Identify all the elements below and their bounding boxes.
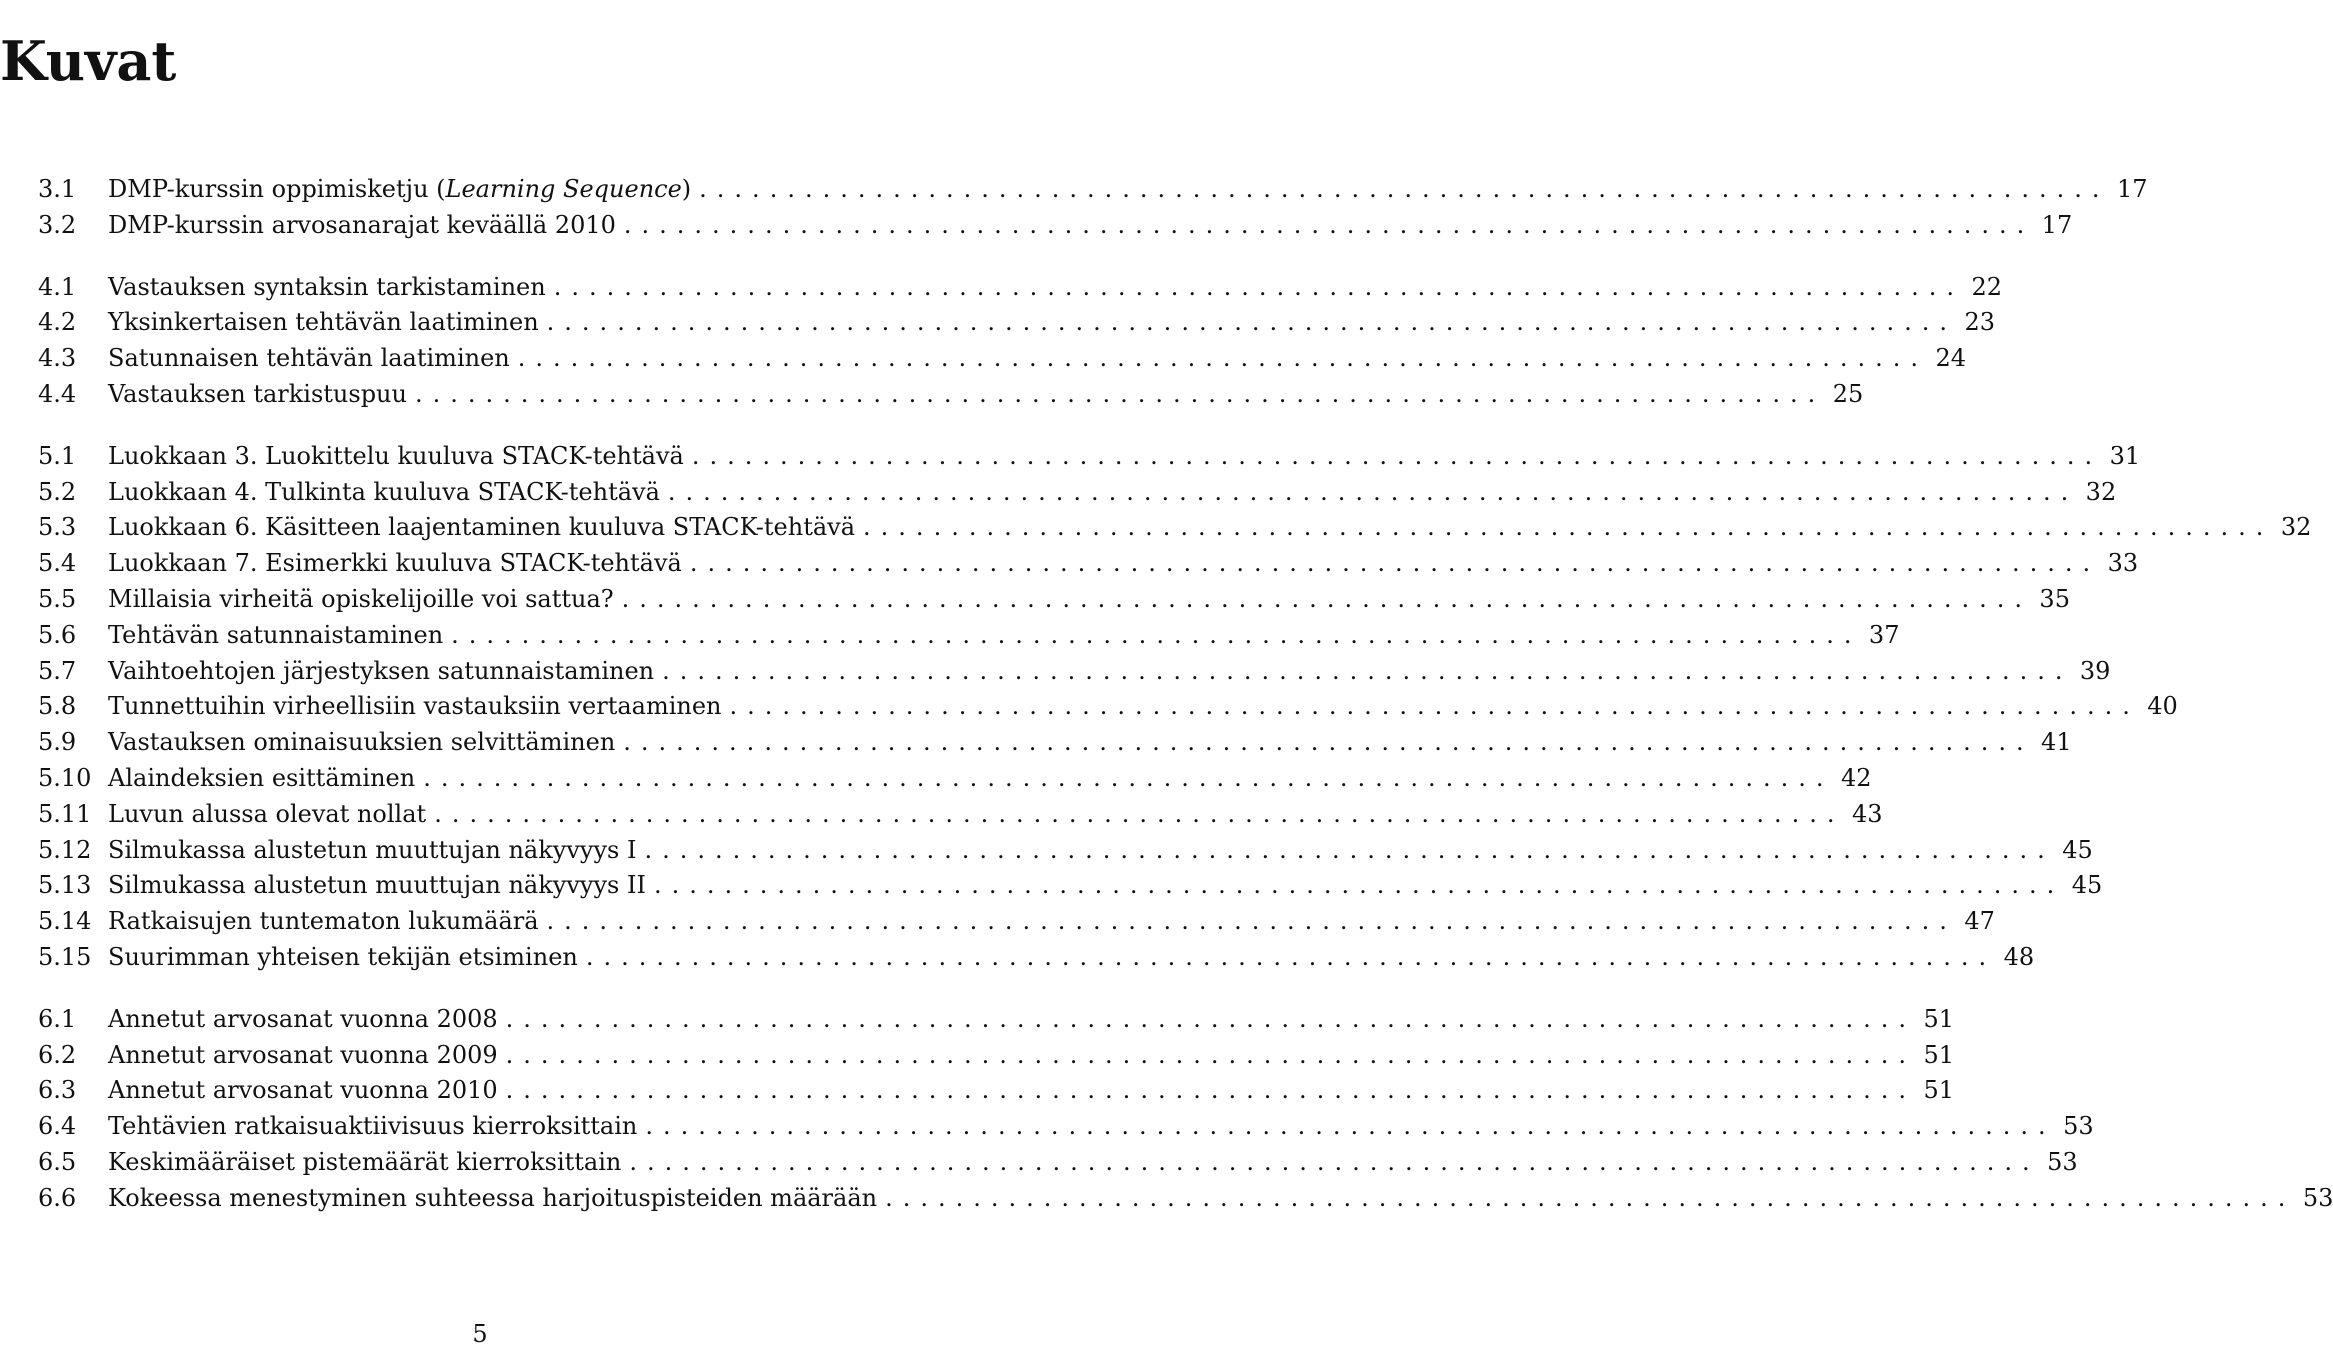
entry-title: Vastauksen ominaisuuksien selvittäminen (108, 728, 616, 757)
entry-page-number: 53 (2047, 1147, 2078, 1176)
entry-page-number: 53 (2063, 1112, 2094, 1141)
entry-title: Kokeessa menestyminen suhteessa harjoituspisteiden määrään (108, 1183, 878, 1212)
entry-page-number: 25 (1832, 379, 1864, 408)
entry-page-number: 40 (2147, 692, 2178, 721)
entry-number: 5.6 (38, 620, 77, 649)
dot-leader: ................................................................................ (645, 1112, 2056, 1141)
entry-number: 5.9 (38, 728, 77, 757)
entry-number: 5.3 (38, 513, 77, 542)
entry-title: Yksinkertaisen tehtävän laatiminen (108, 308, 539, 337)
entry-title: Keskimääräiset pistemäärät kierroksittain (108, 1147, 622, 1176)
dot-leader: ................................................................................ (546, 308, 1957, 337)
entry-title: Vastauksen tarkistuspuu (108, 379, 407, 408)
entry-page-number: 48 (2003, 942, 2035, 971)
entry-number: 4.2 (38, 308, 77, 337)
dot-leader: ................................................................................ (546, 907, 1957, 936)
entry-page-number: 53 (2302, 1183, 2333, 1212)
entry-title: Tehtävän satunnaistaminen (108, 620, 444, 649)
entry-page-number: 51 (1923, 1076, 1954, 1105)
entry-page-number: 43 (1851, 799, 1883, 828)
entry-title: Satunnaisen tehtävän laatiminen (108, 344, 510, 373)
entry-number: 6.1 (38, 1004, 77, 1033)
dot-leader: ................................................................................ (667, 477, 2079, 506)
entry-page-number: 37 (1868, 620, 1900, 649)
dot-leader: ................................................................................ (505, 1040, 1916, 1069)
entry-title: Luokkaan 4. Tulkinta kuuluva STACK-tehtävä (108, 477, 660, 506)
entry-number: 6.3 (38, 1076, 77, 1105)
entry-title: Annetut arvosanat vuonna 2008 (108, 1004, 498, 1033)
toc-entry[interactable] (38, 620, 1900, 657)
entry-number: 6.4 (38, 1112, 77, 1141)
entry-title: Tehtävien ratkaisuaktiivisuus kierroksittain (108, 1112, 638, 1141)
entry-title: Vaihtoehtojen järjestyksen satunnaistaminen (108, 656, 655, 685)
entry-page-number: 35 (2039, 584, 2070, 613)
entry-page-number: 47 (1964, 907, 1995, 936)
entry-number: 5.11 (38, 799, 92, 828)
entry-page-number: 45 (2071, 871, 2103, 900)
dot-leader: ................................................................................ (623, 728, 2034, 757)
entry-title-italic: Learning Sequence (445, 175, 682, 203)
entry-page-number: 32 (2085, 477, 2117, 506)
dot-leader: ................................................................................ (729, 692, 2140, 721)
toc-entry[interactable] (38, 513, 2312, 549)
entry-number: 5.13 (38, 871, 92, 900)
toc-entry[interactable] (38, 1183, 2333, 1220)
entry-number: 4.4 (38, 379, 77, 408)
toc-group (38, 441, 2312, 979)
entry-number: 3.1 (38, 175, 77, 203)
dot-leader: ................................................................................ (621, 584, 2032, 613)
toc-entry[interactable] (38, 1147, 2078, 1184)
list-of-figures (38, 175, 2333, 1220)
dot-leader: ................................................................................ (662, 656, 2073, 685)
toc-entry[interactable] (38, 799, 1883, 836)
toc-entry[interactable] (38, 1112, 2094, 1148)
entry-title: Luokkaan 7. Esimerkki kuuluva STACK-tehtävä (108, 549, 682, 578)
toc-group (38, 175, 2148, 247)
toc-entry[interactable] (38, 308, 1995, 344)
toc-entry[interactable] (38, 379, 1864, 416)
toc-group (38, 272, 2002, 416)
dot-leader: ................................................................................ (505, 1004, 1916, 1033)
entry-number: 5.2 (38, 477, 77, 506)
entry-page-number: 33 (2107, 549, 2139, 578)
dot-leader: ................................................................................ (585, 942, 1997, 971)
entry-title-suffix: ) (681, 175, 692, 203)
toc-entry[interactable] (38, 1076, 1954, 1112)
toc-entry[interactable] (38, 942, 2035, 979)
toc-entry[interactable] (38, 477, 2117, 514)
dot-leader: ................................................................................ (644, 835, 2055, 864)
entry-page-number: 45 (2062, 835, 2093, 864)
dot-leader: ................................................................................ (699, 175, 2110, 203)
entry-number: 5.8 (38, 692, 77, 721)
dot-leader: ................................................................................ (505, 1076, 1916, 1105)
entry-number: 6.6 (38, 1183, 77, 1212)
toc-entry[interactable] (38, 871, 2103, 907)
dot-leader: ................................................................................ (434, 799, 1845, 828)
entry-title: Vastauksen syntaksin tarkistaminen (108, 272, 546, 301)
entry-number: 4.1 (38, 272, 77, 301)
entry-title: Alaindeksien esittäminen (108, 763, 416, 792)
dot-leader: ................................................................................ (863, 513, 2274, 542)
toc-entry[interactable] (38, 210, 2073, 247)
toc-group (38, 1004, 2333, 1220)
entry-page-number: 31 (2109, 441, 2141, 470)
toc-entry[interactable] (38, 584, 2070, 621)
toc-entry[interactable] (38, 656, 2111, 693)
toc-entry[interactable] (38, 907, 1995, 943)
dot-leader: ................................................................................ (653, 871, 2065, 900)
dot-leader: ................................................................................ (553, 272, 1964, 301)
entry-title: Annetut arvosanat vuonna 2009 (108, 1040, 498, 1069)
entry-page-number: 51 (1923, 1004, 1954, 1033)
entry-number: 5.7 (38, 656, 77, 685)
entry-title: DMP-kurssin arvosanarajat keväällä 2010 (108, 210, 616, 239)
entry-page-number: 42 (1840, 763, 1872, 792)
entry-title: Ratkaisujen tuntematon lukumäärä (108, 907, 539, 936)
entry-title: Suurimman yhteisen tekijän etsiminen (108, 942, 578, 971)
toc-entry[interactable] (38, 441, 2141, 478)
dot-leader: ................................................................................ (517, 344, 1929, 373)
dot-leader: ................................................................................ (451, 620, 1862, 649)
dot-leader: ................................................................................ (423, 763, 1834, 792)
dot-leader: ................................................................................ (623, 210, 2035, 239)
entry-page-number: 39 (2079, 656, 2111, 685)
entry-number: 3.2 (38, 210, 77, 239)
toc-entry[interactable] (38, 1004, 1954, 1041)
page-title: Kuvat (0, 29, 177, 94)
entry-title: Luvun alussa olevat nollat (108, 799, 427, 828)
entry-number: 5.14 (38, 907, 92, 936)
entry-title (108, 175, 691, 203)
entry-page-number: 23 (1964, 308, 1995, 337)
entry-number: 5.4 (38, 549, 77, 578)
dot-leader: ................................................................................ (691, 441, 2103, 470)
entry-number: 5.1 (38, 441, 77, 470)
toc-entry[interactable] (38, 272, 2002, 309)
entry-page-number: 24 (1935, 344, 1967, 373)
toc-entry[interactable] (38, 692, 2178, 728)
entry-title: Annetut arvosanat vuonna 2010 (108, 1076, 498, 1105)
dot-leader: ................................................................................ (885, 1183, 2296, 1212)
entry-title: Luokkaan 6. Käsitteen laajentaminen kuuluva STACK-tehtävä (108, 513, 856, 542)
entry-number: 5.12 (38, 835, 92, 864)
entry-number: 6.2 (38, 1040, 77, 1069)
entry-number: 4.3 (38, 344, 77, 373)
toc-entry[interactable] (38, 835, 2093, 872)
entry-title: Millaisia virheitä opiskelijoille voi sattua? (108, 584, 614, 613)
toc-entry[interactable] (38, 1040, 1954, 1077)
dot-leader: ................................................................................ (689, 549, 2101, 578)
toc-entry[interactable] (38, 549, 2139, 585)
dot-leader: ................................................................................ (629, 1147, 2040, 1176)
entry-number: 5.5 (38, 584, 77, 613)
entry-page-number: 32 (2280, 513, 2312, 542)
entry-page-number: 51 (1923, 1040, 1954, 1069)
entry-page-number: 41 (2041, 728, 2072, 757)
dot-leader: ................................................................................ (414, 379, 1826, 408)
entry-title: Tunnettuihin virheellisiin vastauksiin vertaaminen (108, 692, 722, 721)
entry-number: 6.5 (38, 1147, 77, 1176)
entry-title: Luokkaan 3. Luokittelu kuuluva STACK-tehtävä (108, 441, 684, 470)
toc-entry[interactable] (38, 175, 2148, 211)
entry-title: Silmukassa alustetun muuttujan näkyvyys II (108, 871, 646, 900)
entry-title: Silmukassa alustetun muuttujan näkyvyys I (108, 835, 637, 864)
toc-entry[interactable] (38, 728, 2072, 764)
toc-entry[interactable] (38, 344, 1967, 380)
entry-number: 5.15 (38, 942, 92, 971)
page-number: 5 (472, 1320, 488, 1348)
toc-entry[interactable] (38, 763, 1872, 800)
entry-page-number: 22 (1971, 272, 2002, 301)
entry-title-prefix: DMP-kurssin oppimisketju ( (108, 175, 446, 203)
entry-number: 5.10 (38, 763, 92, 792)
entry-page-number: 17 (2041, 210, 2073, 239)
entry-page-number: 17 (2116, 175, 2148, 203)
